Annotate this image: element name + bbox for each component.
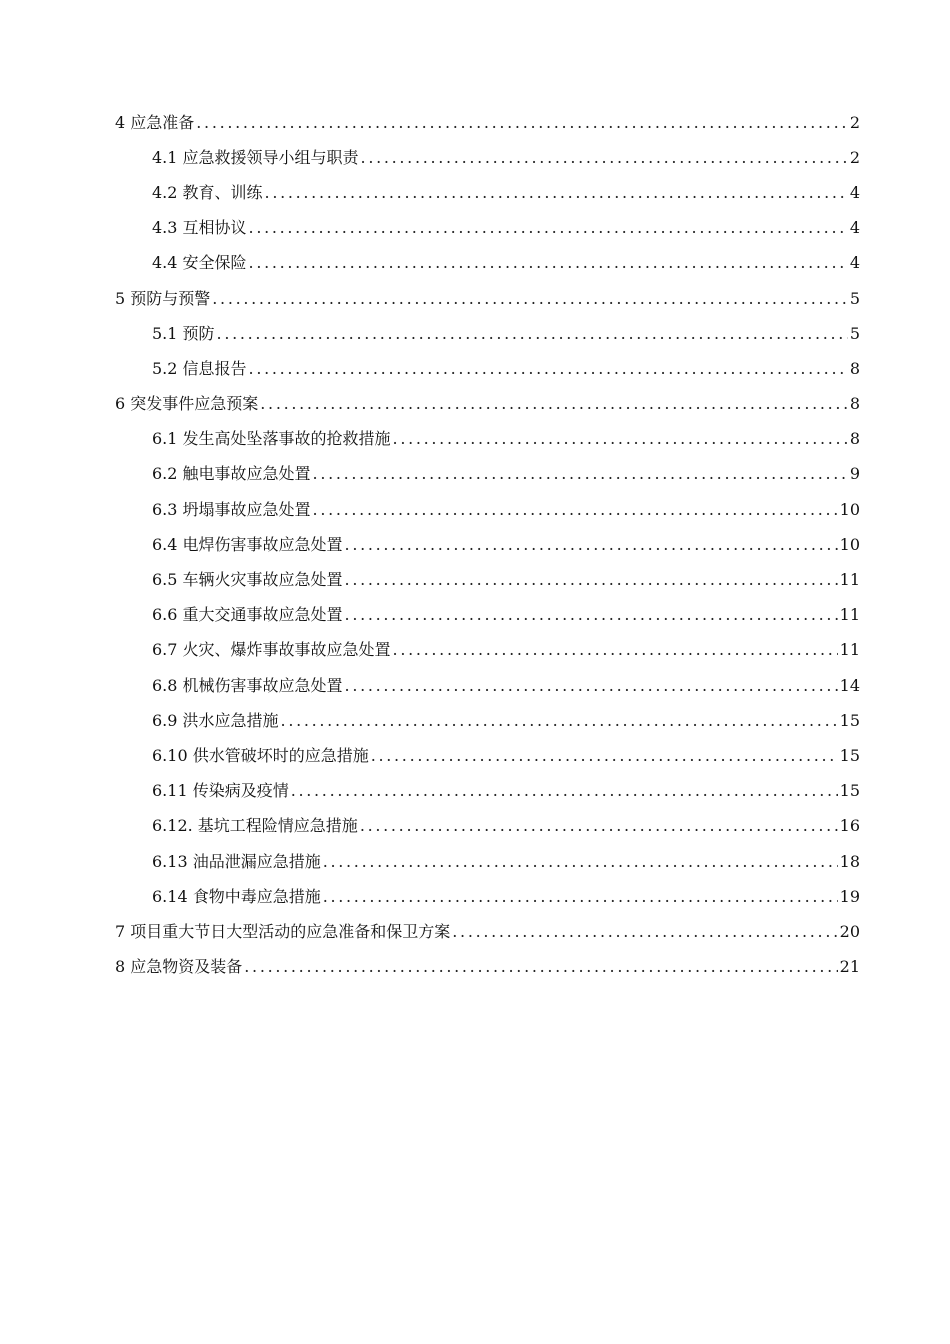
toc-entry-title: 4.4 安全保险 [152,253,247,273]
toc-page-number: 18 [839,851,860,871]
toc-entry[interactable] [0,387,950,422]
toc-entry-title: 6.5 车辆火灾事故应急处置 [152,570,343,590]
toc-dot-leader [217,324,848,344]
toc-dot-leader [371,746,838,766]
toc-entry-title: 6.1 发生高处坠落事故的抢救措施 [152,429,391,449]
toc-dot-leader [323,887,838,907]
toc-dot-leader [212,289,848,309]
toc-entry[interactable] [0,316,950,351]
toc-dot-leader [361,148,848,168]
toc-entry[interactable] [0,633,950,668]
toc-dot-leader [260,394,848,414]
toc-page-number: 11 [839,640,860,660]
toc-page-number: 19 [839,886,860,906]
toc-dot-leader [196,113,848,133]
toc-dot-leader [345,535,838,555]
toc-entry-title: 6.8 机械伤害事故应急处置 [152,675,343,695]
toc-dot-leader [393,640,838,660]
toc-dot-leader [291,781,838,801]
toc-dot-leader [452,922,837,942]
toc-entry-title: 5.1 预防 [152,323,215,343]
toc-dot-leader [345,676,838,696]
toc-page-number: 2 [849,147,860,167]
toc-page-number: 14 [839,675,860,695]
toc-dot-leader [249,218,848,238]
toc-entry[interactable] [0,809,950,844]
toc-entry-title: 6.7 火灾、爆炸事故事故应急处置 [152,640,391,660]
toc-dot-leader [323,852,838,872]
toc-entry-title: 6.9 洪水应急措施 [152,710,279,730]
toc-entry-title: 4.1 应急救援领导小组与职责 [152,147,359,167]
toc-entry[interactable] [0,914,950,949]
toc-page-number: 21 [839,957,860,977]
toc-entry-title: 6.2 触电事故应急处置 [152,464,311,484]
toc-page-number: 4 [849,182,860,202]
toc-entry[interactable] [0,175,950,210]
toc-page-number: 5 [849,288,860,308]
toc-entry-title: 4.3 互相协议 [152,218,247,238]
toc-page-number: 11 [839,605,860,625]
toc-page-number: 4 [849,253,860,273]
toc-entry[interactable] [0,844,950,879]
toc-entry-title: 6.14 食物中毒应急措施 [152,886,321,906]
toc-dot-leader [249,359,848,379]
toc-entry-title: 6.13 油品泄漏应急措施 [152,851,321,871]
toc-entry-title: 5.2 信息报告 [152,358,247,378]
toc-dot-leader [313,500,838,520]
toc-page-number: 11 [839,570,860,590]
toc-page-number: 15 [839,781,860,801]
toc-dot-leader [313,464,848,484]
toc-page-number: 9 [849,464,860,484]
toc-entry[interactable] [0,738,950,773]
toc-page-number: 4 [849,218,860,238]
toc-page-number: 20 [839,921,860,941]
toc-entry[interactable] [0,703,950,738]
toc-entry[interactable] [0,457,950,492]
toc-page-number: 15 [839,710,860,730]
toc-entry[interactable] [0,562,950,597]
toc-entry-title: 7 项目重大节日大型活动的应急准备和保卫方案 [115,921,451,941]
toc-dot-leader [249,253,848,273]
toc-entry-title: 4 应急准备 [115,112,195,132]
toc-entry[interactable] [0,140,950,175]
toc-page-number: 2 [849,112,860,132]
toc-page-number: 8 [849,429,860,449]
toc-entry-title: 8 应急物资及装备 [115,957,243,977]
toc-dot-leader [345,570,838,590]
toc-dot-leader [244,957,837,977]
toc-entry-title: 6 突发事件应急预案 [115,394,259,414]
toc-entry[interactable] [0,492,950,527]
toc-page-number: 16 [839,816,860,836]
toc-entry-title: 6.11 传染病及疫情 [152,781,289,801]
toc-entry[interactable] [0,527,950,562]
toc-dot-leader [281,711,838,731]
toc-entry[interactable] [0,668,950,703]
toc-entry[interactable] [0,774,950,809]
toc-page-number: 8 [849,394,860,414]
toc-entry[interactable] [0,351,950,386]
toc-dot-leader [265,183,848,203]
toc-entry[interactable] [0,879,950,914]
toc-entry[interactable] [0,598,950,633]
toc-page-number: 10 [839,534,860,554]
toc-entry[interactable] [0,105,950,140]
toc-entry[interactable] [0,950,950,985]
toc-dot-leader [360,816,838,836]
toc-entry[interactable] [0,246,950,281]
toc-dot-leader [393,429,848,449]
table-of-contents [0,105,950,985]
toc-page-number: 10 [839,499,860,519]
toc-entry-title: 4.2 教育、训练 [152,182,263,202]
toc-entry[interactable] [0,211,950,246]
toc-entry-title: 6.6 重大交通事故应急处置 [152,605,343,625]
toc-page-number: 8 [849,358,860,378]
toc-entry-title: 6.10 供水管破坏时的应急措施 [152,745,369,765]
toc-entry-title: 6.12. 基坑工程险情应急措施 [152,816,358,836]
toc-page-number: 5 [849,323,860,343]
toc-entry-title: 6.4 电焊伤害事故应急处置 [152,534,343,554]
toc-dot-leader [345,605,838,625]
toc-entry-title: 6.3 坍塌事故应急处置 [152,499,311,519]
toc-page-number: 15 [839,745,860,765]
toc-entry[interactable] [0,422,950,457]
toc-entry-title: 5 预防与预警 [115,288,211,308]
toc-entry[interactable] [0,281,950,316]
